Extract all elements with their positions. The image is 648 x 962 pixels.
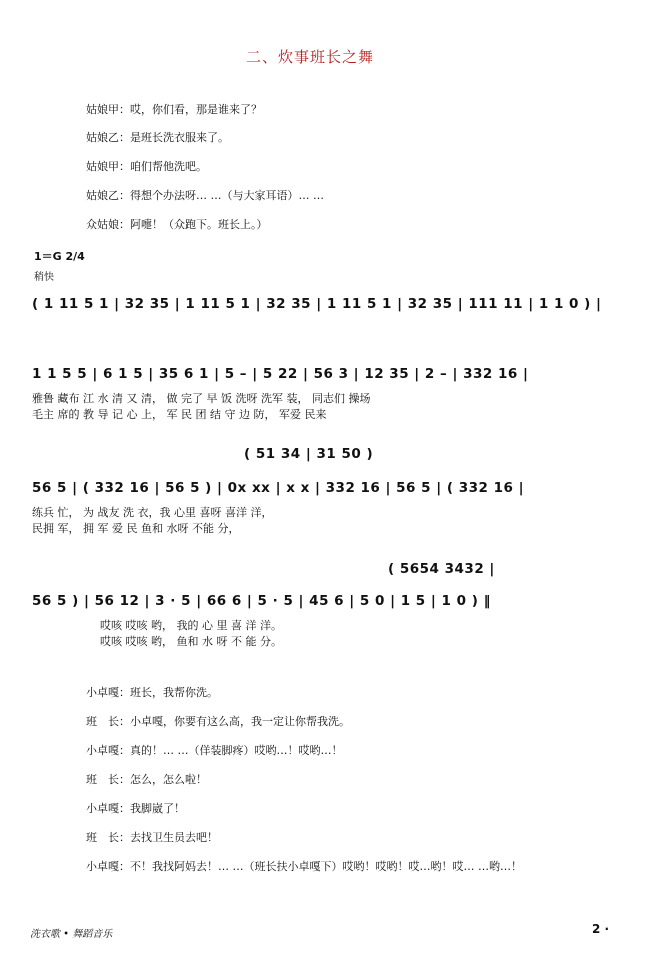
page-title: 二、炊事班长之舞 (245, 48, 374, 66)
score-line-2: 1 1 5 5 | 6 1 5 | 35 6 1 | 5 – | 5 22 | 56 3 | 12 35 | 2 – | 332 16 | (32, 366, 529, 382)
lyric-line: 练兵 忙， 为 战友 洗 衣，我 心里 喜呀 喜洋 洋， (32, 506, 273, 519)
dialogue-line: 班 长：小卓嘎，你要有这么高，我一定让你帮我洗。 (86, 715, 350, 728)
dialogue-line: 班 长：去找卫生员去吧！ (86, 831, 218, 844)
score-pre-line-4: ( 5654 3432 | (388, 561, 495, 577)
dialogue-line: 姑娘甲：咱们帮他洗吧。 (86, 160, 207, 173)
lyric-line: 哎咳 哎咳 哟， 我的 心 里 喜 洋 洋。 (100, 619, 282, 632)
page-number: 2 · (592, 922, 610, 936)
score-line-4: 56 5 ) | 56 12 | 3 · 5 | 66 6 | 5 · 5 | 45 6 | 5 0 | 1 5 | 1 0 ) ‖ (32, 593, 491, 609)
dialogue-line: 小卓嘎：班长，我帮你洗。 (86, 686, 218, 699)
key-signature: 1＝G 2/4 (34, 250, 85, 263)
lyric-line: 哎咳 哎咳 哟， 鱼和 水 呀 不 能 分。 (100, 635, 282, 648)
dialogue-line: 小卓嘎：我脚崴了！ (86, 802, 185, 815)
lyric-line: 民拥 军， 拥 军 爱 民 鱼和 水呀 不能 分， (32, 522, 240, 535)
score-line-1: ( 1 11 5 1 | 32 35 | 1 11 5 1 | 32 35 | 1 11 5 1 | 32 35 | 111 11 | 1 1 0 ) | (32, 296, 602, 312)
lyric-line: 毛主 席的 教 导 记 心 上， 军 民 团 结 守 边 防， 军爱 民来 (32, 408, 327, 421)
dialogue-line: 小卓嘎：不！我找阿妈去！… …（班长扶小卓嘎下）哎哟！哎哟！哎…哟！哎… …哟…！ (86, 860, 522, 873)
tempo-marking: 稍快 (34, 272, 54, 283)
lyric-line: 雅鲁 藏布 江 水 清 又 清， 做 完了 早 饭 洗呀 洗军 装， 同志们 操场 (32, 392, 371, 405)
dialogue-line: 众姑娘：阿嚏！（众跑下。班长上。） (86, 218, 268, 231)
dialogue-line: 小卓嘎：真的！… …（佯装脚疼）哎哟…！哎哟…！ (86, 744, 343, 757)
dialogue-line: 班 长：怎么，怎么啦！ (86, 773, 207, 786)
dialogue-line: 姑娘乙：得想个办法呀… …（与大家耳语）… … (86, 189, 324, 202)
dialogue-line: 姑娘甲：哎，你们看，那是谁来了？ (86, 103, 262, 116)
score-line-3: 56 5 | ( 332 16 | 56 5 ) | 0x xx | x x | 332 16 | 56 5 | ( 332 16 | (32, 480, 525, 496)
score-pre-line-3: ( 51 34 | 31 50 ) (244, 446, 374, 462)
dialogue-line: 姑娘乙：是班长洗衣服来了。 (86, 131, 229, 144)
footer-book-title: 洗衣歌 • 舞蹈音乐 (30, 929, 113, 940)
